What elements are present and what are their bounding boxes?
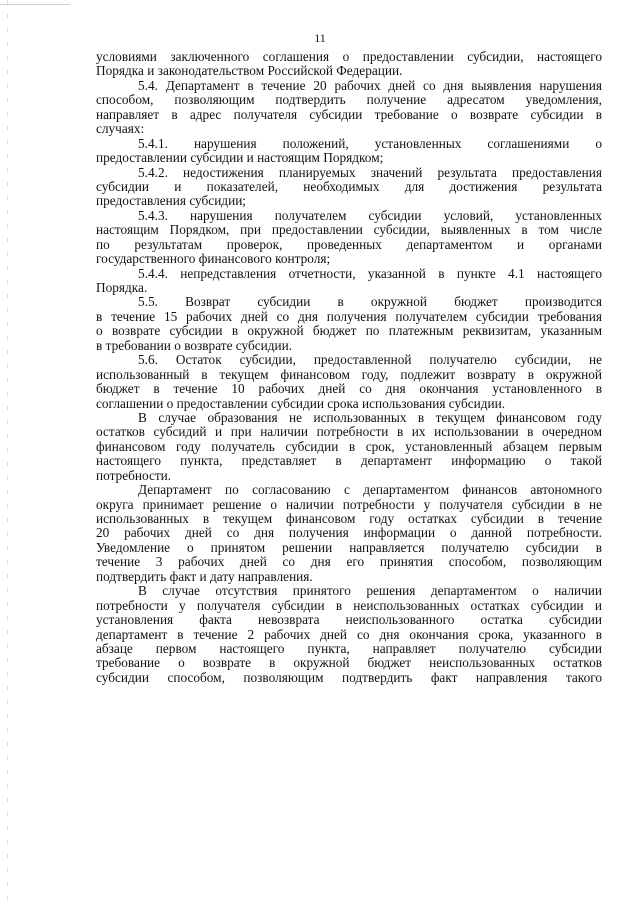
text-line: направляет в адрес получателя субсидии требование о возврате субсидии в — [96, 107, 602, 122]
paragraph-5-4-1: 5.4.1. нарушения положений, установленных соглашениями о — [138, 136, 602, 151]
page-number: 11 — [314, 31, 326, 45]
paragraph-5-4-4: 5.4.4. непредставления отчетности, указанной в пункте 4.1 настоящего — [138, 266, 602, 281]
text-line: условиями заключенного соглашения о предоставлении субсидии, настоящего — [96, 50, 602, 64]
text-line: субсидии способом, позволяющим подтвердить факт направления такого — [96, 670, 602, 685]
text-line: потребности. — [96, 468, 172, 483]
text-line: государственного финансового контроля; — [96, 252, 331, 267]
text-line: настоящего пункта, представляет в департамент информацию о такой — [96, 454, 602, 469]
paragraph-5-4-2: 5.4.2. недостижения планируемых значений результата предоставления — [138, 165, 602, 180]
text-line: случаях: — [96, 122, 145, 137]
text-line: соглашении о предоставлении субсидии срока использования субсидии. — [96, 396, 506, 411]
scan-artifact-left-edge — [7, 0, 8, 905]
paragraph-5-5: 5.5. Возврат субсидии в окружной бюджет производится — [138, 295, 602, 310]
text-line: 20 рабочих дней со дня получения информации о данной потребности. — [96, 526, 602, 541]
text-line: предоставлении субсидии и настоящим Порядком; — [96, 151, 384, 166]
text-line: абзаце первом настоящего пункта, направляет получателю субсидии — [96, 641, 602, 656]
text-line: настоящим Порядком, при предоставлении субсидии, выявленных в том числе — [96, 223, 602, 238]
text-line: Уведомление о принятом решении направляется получателю субсидии в — [96, 540, 602, 555]
text-line: остатков субсидий и при наличии потребности в их использовании в очередном — [96, 425, 602, 440]
text-line: способом, позволяющим подтвердить получение адресатом уведомления, — [96, 93, 602, 108]
text-line: финансовом году получатель субсидии в срок, установленный абзацем первым — [96, 439, 602, 454]
paragraph-department-decision: Департамент по согласованию с департаментом финансов автономного — [138, 483, 602, 498]
text-line: Порядка и законодательством Российской Федерации. — [96, 64, 403, 79]
text-line: о возврате субсидии в окружной бюджет по платежным реквизитам, указанным — [96, 324, 602, 339]
text-line: требование о возврате в окружной бюджет неиспользованных остатков — [96, 656, 602, 671]
text-line: по результатам проверок, проведенных департаментом и органами — [96, 237, 602, 252]
text-line: потребности у получателя субсидии в неиспользованных остатках субсидии и — [96, 598, 602, 613]
text-line: Порядка. — [96, 281, 148, 295]
text-line: подтвердить факт и дату направления. — [96, 569, 313, 584]
text-line: использованный в текущем финансовом году, подлежит возврату в окружной — [96, 367, 602, 382]
document-body — [96, 50, 602, 685]
paragraph-no-decision: В случае отсутствия принятого решения департаментом о наличии — [138, 584, 602, 599]
text-line: субсидии и показателей, необходимых для достижения результата — [96, 179, 602, 194]
text-line: в требовании о возврате субсидии. — [96, 338, 293, 353]
text-line: бюджет в течение 10 рабочих дней со дня окончания установленного в — [96, 382, 602, 397]
paragraph-5-4-3: 5.4.3. нарушения получателем субсидии условий, установленных — [138, 208, 602, 223]
text-line: установления факта невозврата неиспользованного остатка субсидии — [96, 613, 602, 628]
text-line: течение 3 рабочих дней со дня его принятия способом, позволяющим — [96, 555, 602, 570]
scan-artifact-top — [0, 4, 70, 5]
text-line: использованных в текущем финансовом году остатках субсидии в течение — [96, 512, 602, 526]
paragraph-5-4: 5.4. Департамент в течение 20 рабочих дней со дня выявления нарушения — [138, 78, 602, 93]
paragraph-5-6: 5.6. Остаток субсидии, предоставленной получателю субсидии, не — [138, 353, 602, 368]
text-line: предоставления субсидии; — [96, 194, 246, 209]
text-line: департамент в течение 2 рабочих дней со дня окончания срока, указанного в — [96, 627, 602, 642]
text-line: в течение 15 рабочих дней со дня получения получателем субсидии требования — [96, 309, 602, 324]
paragraph-unused-balances: В случае образования не использованных в текущем финансовом году — [138, 410, 602, 425]
text-line: округа принимает решение о наличии потребности у получателя субсидии в не — [96, 497, 602, 512]
